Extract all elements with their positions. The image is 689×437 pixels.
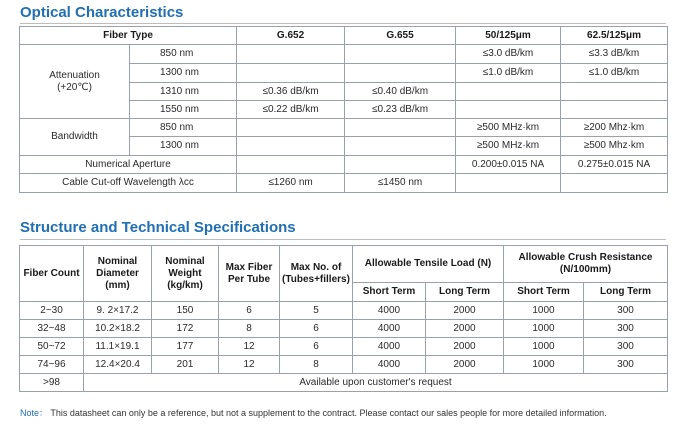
value-cell: ≤1.0 dB/km xyxy=(561,64,668,83)
value-cell xyxy=(561,174,668,193)
header-fiber-count: Fiber Count xyxy=(20,246,84,302)
value-cell xyxy=(456,174,561,193)
table-row xyxy=(20,356,668,374)
crush-long-cell: 300 xyxy=(584,356,668,374)
value-cell: ≤1450 nm xyxy=(345,174,456,193)
value-cell: ≤0.40 dB/km xyxy=(345,83,456,101)
bandwidth-label: Bandwidth xyxy=(20,119,130,156)
max-tubes-cell: 6 xyxy=(280,320,353,338)
header-tensile-load: Allowable Tensile Load (N) xyxy=(353,246,504,283)
max-fiber-cell: 12 xyxy=(219,338,280,356)
cutoff-wavelength-label: Cable Cut-off Wavelength λcc xyxy=(20,174,237,193)
wavelength-cell: 1550 nm xyxy=(130,101,237,119)
table-row xyxy=(20,338,668,356)
value-cell xyxy=(237,64,345,83)
optical-section-title: Optical Characteristics xyxy=(20,4,184,21)
value-cell xyxy=(237,156,345,174)
value-cell xyxy=(345,64,456,83)
header-g652: G.652 xyxy=(237,27,345,45)
wavelength-cell: 850 nm xyxy=(130,119,237,137)
weight-cell: 172 xyxy=(152,320,219,338)
structure-specifications-table xyxy=(19,245,668,392)
fiber-count-cell: 2~30 xyxy=(20,302,84,320)
header-crush-resistance: Allowable Crush Resistance (N/100mm) xyxy=(504,246,668,283)
custom-request-cell: Available upon customer's request xyxy=(84,374,668,392)
value-cell: ≤0.36 dB/km xyxy=(237,83,345,101)
diameter-cell: 9. 2×17.2 xyxy=(84,302,152,320)
wavelength-cell: 1300 nm xyxy=(130,64,237,83)
max-fiber-cell: 8 xyxy=(219,320,280,338)
tensile-long-cell: 2000 xyxy=(426,338,504,356)
table-row xyxy=(20,374,668,392)
max-fiber-cell: 6 xyxy=(219,302,280,320)
fiber-count-cell: >98 xyxy=(20,374,84,392)
crush-long-cell: 300 xyxy=(584,338,668,356)
diameter-cell: 12.4×20.4 xyxy=(84,356,152,374)
tensile-short-cell: 4000 xyxy=(353,338,426,356)
value-cell: ≥500 MHz·km xyxy=(456,119,561,137)
value-cell xyxy=(345,156,456,174)
value-cell: ≤1.0 dB/km xyxy=(456,64,561,83)
header-max-fiber-per-tube: Max Fiber Per Tube xyxy=(219,246,280,302)
attenuation-label: Attenuation xyxy=(49,69,100,81)
header-nominal-weight: Nominal Weight (kg/km) xyxy=(152,246,219,302)
value-cell: ≥500 Mhz·km xyxy=(561,137,668,156)
diameter-cell: 10.2×18.2 xyxy=(84,320,152,338)
weight-cell: 177 xyxy=(152,338,219,356)
value-cell xyxy=(345,119,456,137)
value-cell: ≤1260 nm xyxy=(237,174,345,193)
crush-short-cell: 1000 xyxy=(504,356,584,374)
crush-long-cell: 300 xyxy=(584,302,668,320)
table-row xyxy=(20,320,668,338)
value-cell: ≤3.3 dB/km xyxy=(561,45,668,64)
value-cell xyxy=(456,83,561,101)
tensile-short-cell: 4000 xyxy=(353,302,426,320)
value-cell xyxy=(345,45,456,64)
max-tubes-cell: 6 xyxy=(280,338,353,356)
value-cell: ≥200 Mhz·km xyxy=(561,119,668,137)
fiber-count-cell: 50~72 xyxy=(20,338,84,356)
crush-short-cell: 1000 xyxy=(504,320,584,338)
crush-short-cell: 1000 xyxy=(504,338,584,356)
header-fiber-type: Fiber Type xyxy=(20,27,237,45)
fiber-count-cell: 32~48 xyxy=(20,320,84,338)
value-cell: ≥500 MHz·km xyxy=(456,137,561,156)
footnote-label: Note： xyxy=(20,408,49,418)
max-tubes-cell: 5 xyxy=(280,302,353,320)
footnote xyxy=(20,406,607,419)
header-62-5-125: 62.5/125μm xyxy=(561,27,668,45)
value-cell xyxy=(237,119,345,137)
weight-cell: 201 xyxy=(152,356,219,374)
optical-title-rule xyxy=(20,23,666,24)
wavelength-cell: 1310 nm xyxy=(130,83,237,101)
header-50-125: 50/125μm xyxy=(456,27,561,45)
value-cell: ≤0.22 dB/km xyxy=(237,101,345,119)
header-max-tubes: Max No. of (Tubes+fillers) xyxy=(280,246,353,302)
table-row xyxy=(20,45,668,64)
tensile-long-cell: 2000 xyxy=(426,302,504,320)
structure-title-rule xyxy=(20,239,666,240)
value-cell xyxy=(345,137,456,156)
table-row xyxy=(20,119,668,137)
wavelength-cell: 1300 nm xyxy=(130,137,237,156)
value-cell: ≤3.0 dB/km xyxy=(456,45,561,64)
value-cell xyxy=(456,101,561,119)
optical-characteristics-table xyxy=(19,26,668,193)
header-g655: G.655 xyxy=(345,27,456,45)
value-cell: 0.275±0.015 NA xyxy=(561,156,668,174)
max-tubes-cell: 8 xyxy=(280,356,353,374)
fiber-count-cell: 74~96 xyxy=(20,356,84,374)
attenuation-label-cell xyxy=(20,45,130,119)
header-crush-short-term: Short Term xyxy=(504,283,584,302)
tensile-short-cell: 4000 xyxy=(353,320,426,338)
tensile-short-cell: 4000 xyxy=(353,356,426,374)
header-tensile-short-term: Short Term xyxy=(353,283,426,302)
value-cell: 0.200±0.015 NA xyxy=(456,156,561,174)
numerical-aperture-label: Numerical Aperture xyxy=(20,156,237,174)
crush-short-cell: 1000 xyxy=(504,302,584,320)
diameter-cell: 11.1×19.1 xyxy=(84,338,152,356)
wavelength-cell: 850 nm xyxy=(130,45,237,64)
value-cell xyxy=(237,45,345,64)
tensile-long-cell: 2000 xyxy=(426,356,504,374)
max-fiber-cell: 12 xyxy=(219,356,280,374)
header-tensile-long-term: Long Term xyxy=(426,283,504,302)
footnote-text: This datasheet can only be a reference, but not a supplement to the contract. Please contact our sales people for more detailed information. xyxy=(50,408,607,418)
crush-long-cell: 300 xyxy=(584,320,668,338)
value-cell: ≤0.23 dB/km xyxy=(345,101,456,119)
structure-section-title: Structure and Technical Specifications xyxy=(20,219,296,236)
value-cell xyxy=(237,137,345,156)
value-cell xyxy=(561,101,668,119)
table-row xyxy=(20,156,668,174)
value-cell xyxy=(561,83,668,101)
table-row xyxy=(20,302,668,320)
attenuation-condition: (+20℃) xyxy=(57,81,92,93)
tensile-long-cell: 2000 xyxy=(426,320,504,338)
table-row xyxy=(20,174,668,193)
weight-cell: 150 xyxy=(152,302,219,320)
header-nominal-diameter: Nominal Diameter (mm) xyxy=(84,246,152,302)
header-crush-long-term: Long Term xyxy=(584,283,668,302)
